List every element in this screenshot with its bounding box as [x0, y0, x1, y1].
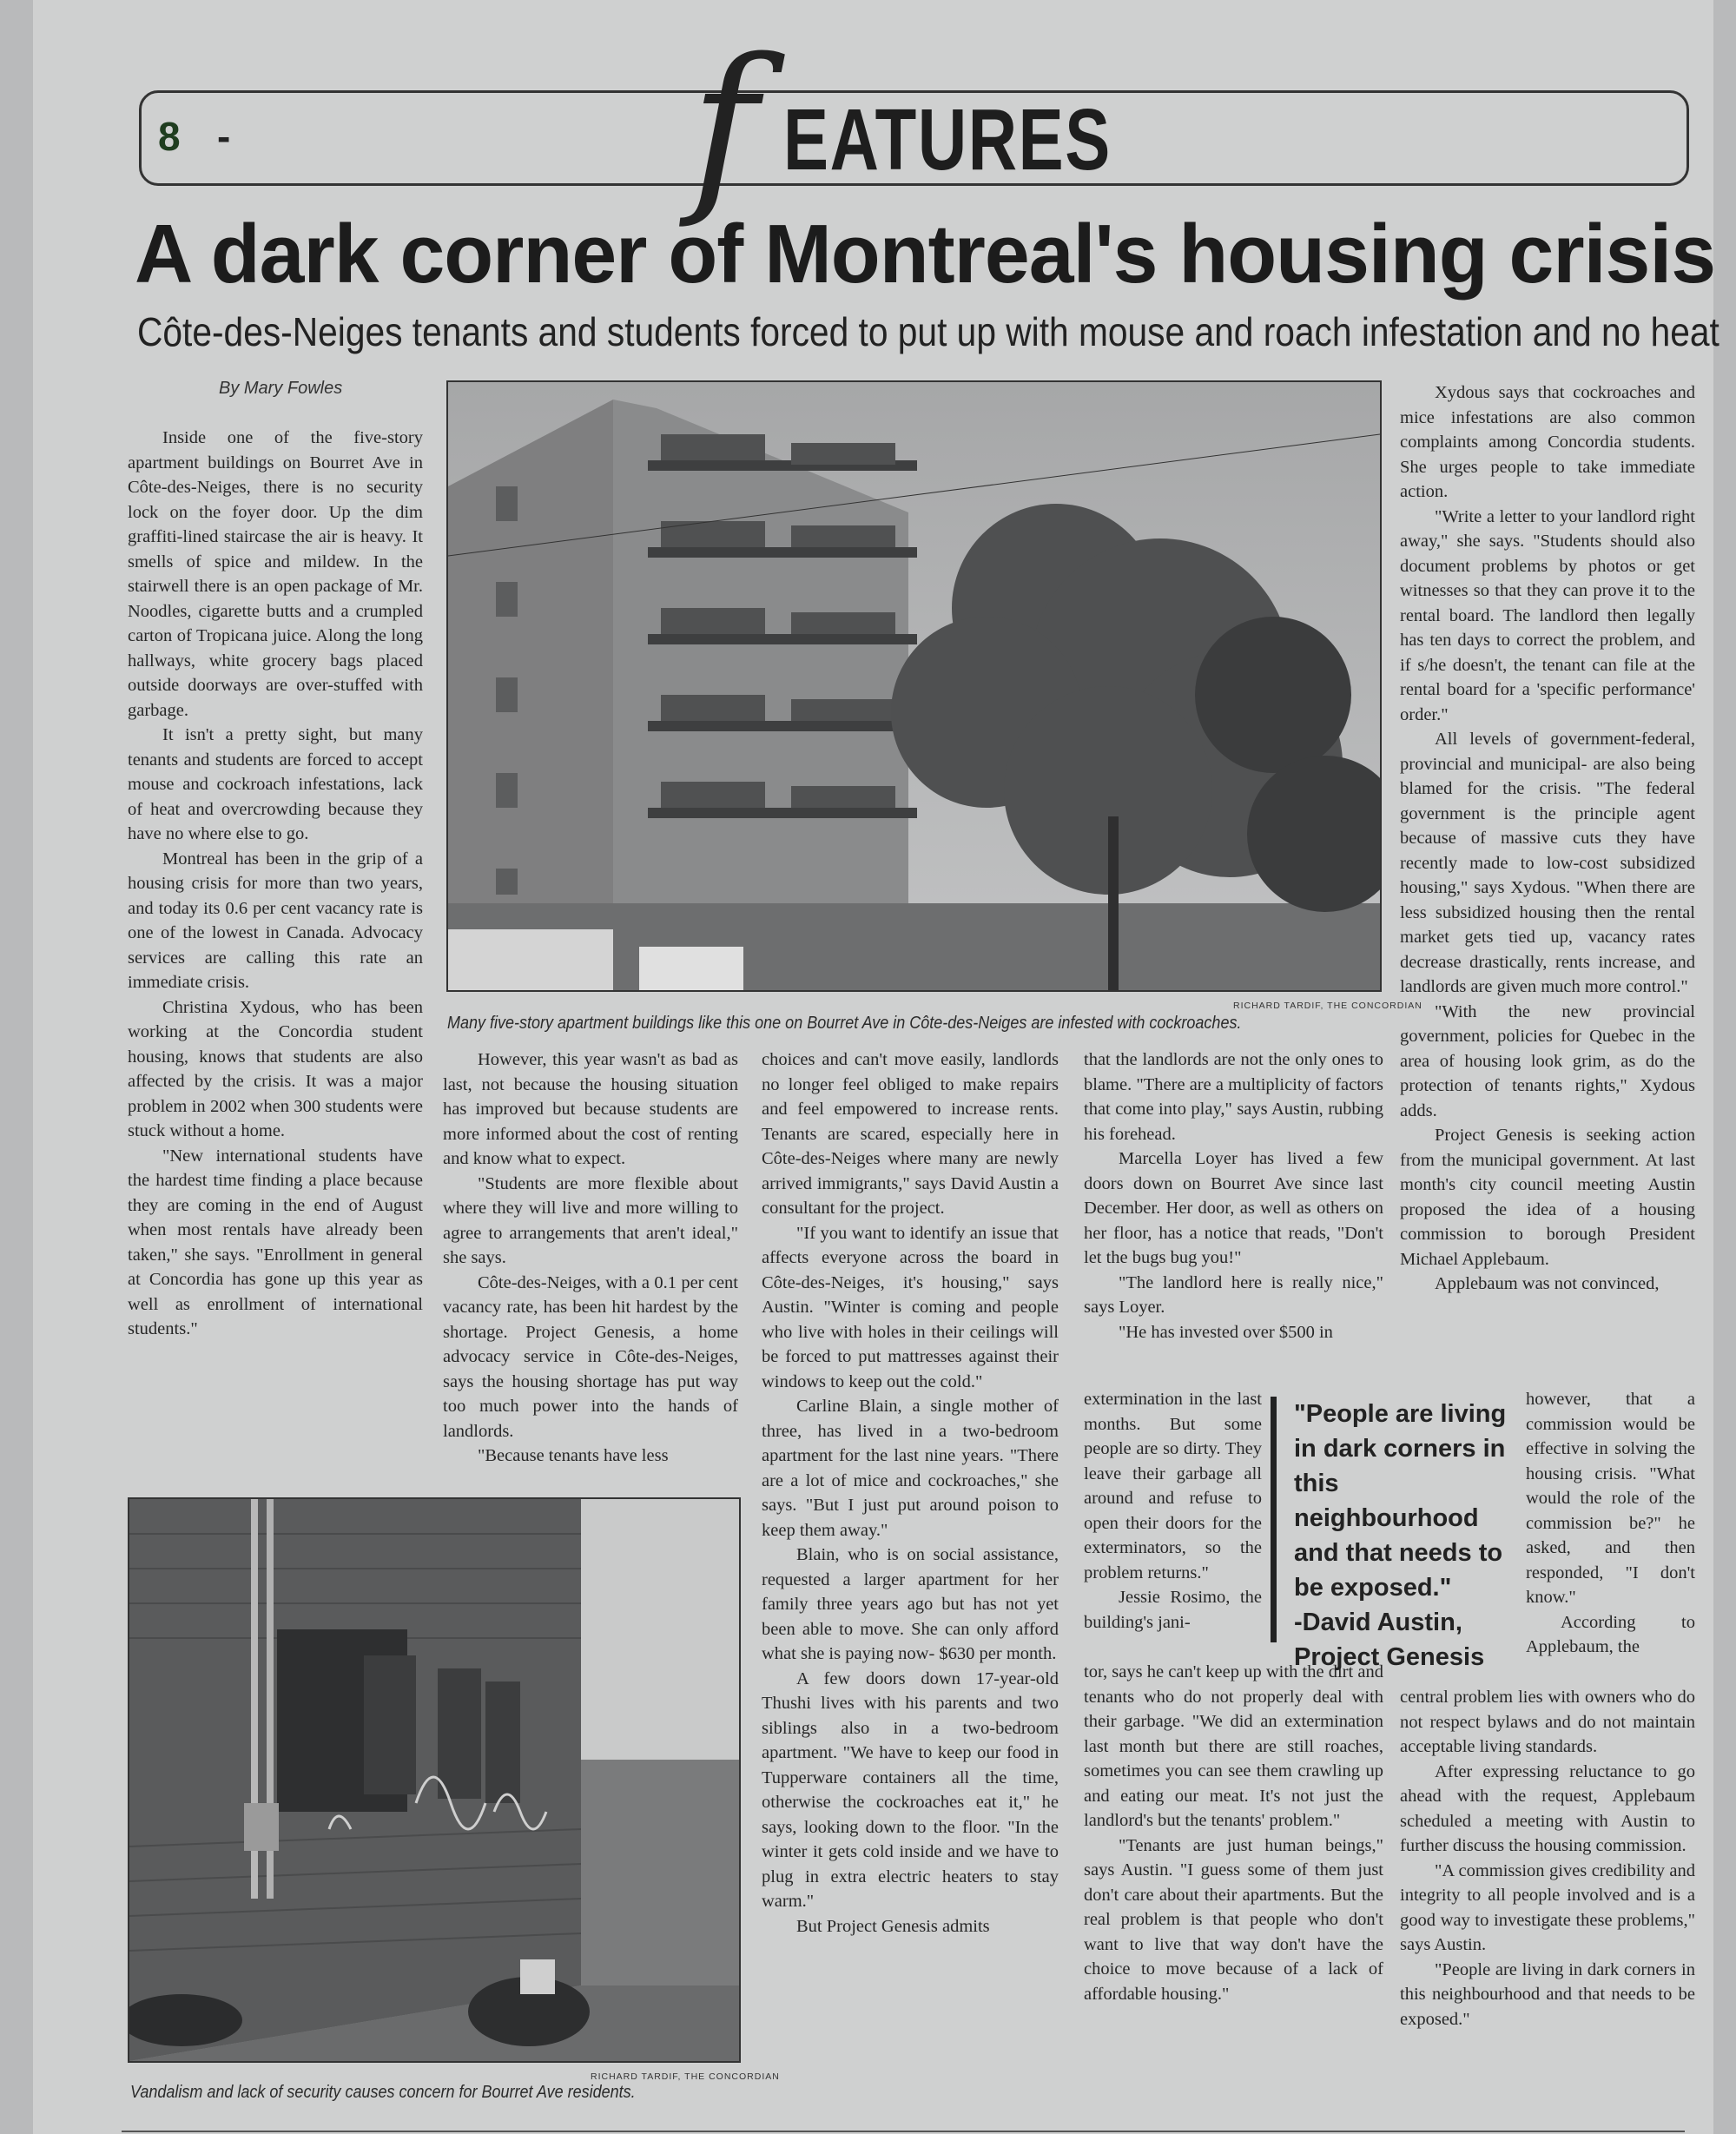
paragraph: Côte-des-Neiges, with a 0.1 per cent vacancy rate, has been hit hardest by the shortage. Project Genesis, a home advocacy service in Côte-des-Neiges, says the housing shortage has put way too much power into the hands of landlords.	[443, 1272, 738, 1441]
paragraph: Montreal has been in the grip of a housing crisis for more than two years, and today its 0.6 per cent vacancy rate is one of the lowest in Canada. Advocacy services are calling this rate an immediate crisis.	[128, 849, 423, 992]
subheadline: Côte-des-Neiges tenants and students forced to put up with mouse and roach infestation and no heat	[137, 309, 1719, 354]
paragraph: however, that a commission would be effective in solving the housing crisis. "What would the role of the commission be?" he asked, and then responded, "I don't know."	[1526, 1390, 1695, 1607]
paragraph: tor, says he can't keep up with the dirt and tenants who do not properly deal with their garbage. "We did an extermination last month but there are still roaches, sometimes you can see them crawling up and eating our meat. It's not just the landlord's but the tenants' problem."	[1084, 1662, 1383, 1830]
paragraph: According to Applebaum, the	[1526, 1612, 1695, 1656]
article-column-1	[128, 426, 423, 1342]
paragraph: "The landlord here is really nice," says Loyer.	[1084, 1272, 1383, 1317]
paragraph: Xydous says that cockroaches and mice infestations are also common complaints among Concordia students. She urges people to take immediate action.	[1400, 383, 1695, 501]
paragraph: Jessie Rosimo, the building's jani-	[1084, 1588, 1262, 1632]
page-bottom-rule	[122, 2131, 1685, 2132]
photo2-credit: RICHARD TARDIF, THE CONCORDIAN	[591, 2071, 780, 2082]
article-column-5-bottom	[1400, 1685, 1695, 2032]
section-title: EATURES	[783, 91, 1112, 188]
paragraph: "He has invested over $500 in	[1119, 1322, 1333, 1342]
article-column-4-narrow	[1084, 1387, 1262, 1635]
article-column-5-top	[1400, 380, 1695, 1297]
paragraph: It isn't a pretty sight, but many tenants and students are forced to accept mouse and cockroach infestations, lack of heat and overcrowding because they have no where else to go.	[128, 725, 423, 843]
paragraph: However, this year wasn't as bad as last, not because the housing situation has improved but because students are more informed about the cost of renting and know what to expect.	[443, 1050, 738, 1168]
article-column-4-top	[1084, 1047, 1383, 1344]
paragraph: central problem lies with owners who do not respect bylaws and do not maintain acceptable living standards.	[1400, 1688, 1695, 1756]
apartment-building-illustration	[448, 382, 1380, 990]
photo1-caption: Many five-story apartment buildings like this one on Bourret Ave in Côte-des-Neiges are infested with cockroaches.	[447, 1014, 1242, 1033]
headline: A dark corner of Montreal's housing crisis	[135, 208, 1716, 301]
paragraph: choices and can't move easily, landlords no longer feel obliged to make repairs and feel empowered to increase rents. Tenants are scared, especially here in Côte-des-Neiges where many are newly arrived immigrants," says David Austin a consultant for the project.	[762, 1050, 1059, 1218]
photo1-credit: RICHARD TARDIF, THE CONCORDIAN	[1233, 1001, 1422, 1011]
pull-quote	[1271, 1397, 1522, 1671]
paragraph: Blain, who is on social assistance, requested a larger apartment for her family three years ago but has not yet been able to move. She can only afford what she is paying now- $630 per month.	[762, 1545, 1059, 1663]
photo2-caption: Vandalism and lack of security causes concern for Bourret Ave residents.	[130, 2083, 636, 2102]
alley-vandalism-photo	[128, 1497, 741, 2063]
article-column-4-bottom	[1084, 1660, 1383, 2006]
paragraph: "Students are more flexible about where they will live and more willing to agree to arrangements that aren't ideal," she says.	[443, 1173, 738, 1267]
pull-quote-attribution: -David Austin, Project Genesis	[1294, 1609, 1485, 1671]
paragraph: "Because tenants have less	[478, 1446, 669, 1465]
paragraph: But Project Genesis admits	[796, 1916, 990, 1936]
paragraph: "People are living in dark corners in this neighbourhood and that needs to be exposed."	[1400, 1959, 1695, 2029]
apartment-building-photo	[446, 380, 1382, 992]
section-title-initial: f	[690, 19, 758, 232]
paragraph: A few doors down 17-year-old Thushi lives with his parents and two siblings also in a two-bedroom apartment. "We have to keep our food in Tupperware containers all the time, otherwise the cockroaches eat it," he says, looking down to the floor. "In the winter it gets cold inside and we have to plug in extra electric heaters to stay warm."	[762, 1668, 1059, 1911]
paragraph: "New international students have the hardest time finding a place because they are coming in the end of August when most rentals have already been taken," she says. "Enrollment in general at Concordia has gone up this year as well as enrollment of international students."	[128, 1146, 423, 1338]
paragraph: "Tenants are just human beings," says Austin. "I guess some of them just don't care about their apartments. But the real problem is that people who don't want to live that way don't have the choice to move because of a lack of affordable housing."	[1084, 1835, 1383, 2004]
paragraph: Christina Xydous, who has been working at the Concordia student housing, knows that students are also affected by the crisis. It was a major problem in 2002 when 300 students were stuck without a home.	[128, 997, 423, 1140]
paragraph: Inside one of the five-story apartment buildings on Bourret Ave in Côte-des-Neiges, there is no security lock on the foyer door. Up the dim graffiti-lined staircase the air is heavy. It smells of spice and mildew. In the stairwell there is an open package of Mr. Noodles, cigarette butts and a crumpled carton of Tropicana juice. Along the long hallways, white grocery bags placed outside doorways are over-stuffed with garbage.	[128, 428, 423, 720]
paragraph: After expressing reluctance to go ahead with the request, Applebaum scheduled a meeting with Austin to further discuss the housing commission.	[1400, 1761, 1695, 1855]
paragraph: "A commission gives credibility and integrity to all people involved and is a good way to investigate these problems," says Austin.	[1400, 1860, 1695, 1954]
page-number: 8	[158, 114, 181, 159]
byline: By Mary Fowles	[219, 379, 343, 398]
paragraph: Project Genesis is seeking action from the municipal government. At last month's city council meeting Austin proposed the idea of a housing commission to borough President Michael Applebaum.	[1400, 1126, 1695, 1269]
paragraph: that the landlords are not the only ones to blame. "There are a multiplicity of factors that come into play," says Austin, rubbing his forehead.	[1084, 1050, 1383, 1144]
paragraph: "If you want to identify an issue that affects everyone across the board in Côte-des-Neiges, it's housing," says Austin. "Winter is coming and people who live with holes in their ceilings will be forced to put mattresses against their windows to keep out the cold."	[762, 1223, 1059, 1391]
paragraph: Carline Blain, a single mother of three, has lived in a two-bedroom apartment for the last nine years. "There are a lot of mice and cockroaches," she says. "But I just put around poison to keep them away."	[762, 1397, 1059, 1540]
paragraph: All levels of government-federal, provincial and municipal- are also being blamed for the crisis. "The federal government is the principle agent because of massive cuts they have recently made to low-cost subsidized housing," says Xydous. "When there are less subsidized housing then the rental market gets tied up, vacancy rates decrease drastically, rents increase, and landlords are given much more control."	[1400, 730, 1695, 996]
paragraph: Marcella Loyer has lived a few doors down on Bourret Ave since last December. Her door, as well as others on her floor, has a notice that reads, "Don't let the bugs bug you!"	[1084, 1149, 1383, 1267]
paragraph: "With the new provincial government, policies for Quebec in the area of housing look grim, as do the protection of tenants rights," Xydous adds.	[1400, 1001, 1695, 1120]
paragraph: "Write a letter to your landlord right away," she says. "Students should also document problems by photos or get witnesses so that they can prove it to the rental board. The landlord then legally has ten days to correct the problem, and if s/he doesn't, the tenant can file at the rental board for a 'specific performance' order."	[1400, 506, 1695, 724]
article-column-2	[443, 1047, 738, 1469]
article-column-5-narrow	[1526, 1387, 1695, 1660]
page-number-dash: -	[217, 114, 231, 159]
paragraph: extermination in the last months. But some people are so dirty. They leave their garbage all around and refuse to open their doors for the exterminators, so the problem returns."	[1084, 1390, 1262, 1582]
pull-quote-text: "People are living in dark corners in this neighbourhood and that needs to be exposed."	[1294, 1400, 1507, 1602]
article-column-3	[762, 1047, 1059, 1939]
alley-illustration	[129, 1499, 739, 2061]
paragraph: Applebaum was not convinced,	[1435, 1274, 1660, 1293]
